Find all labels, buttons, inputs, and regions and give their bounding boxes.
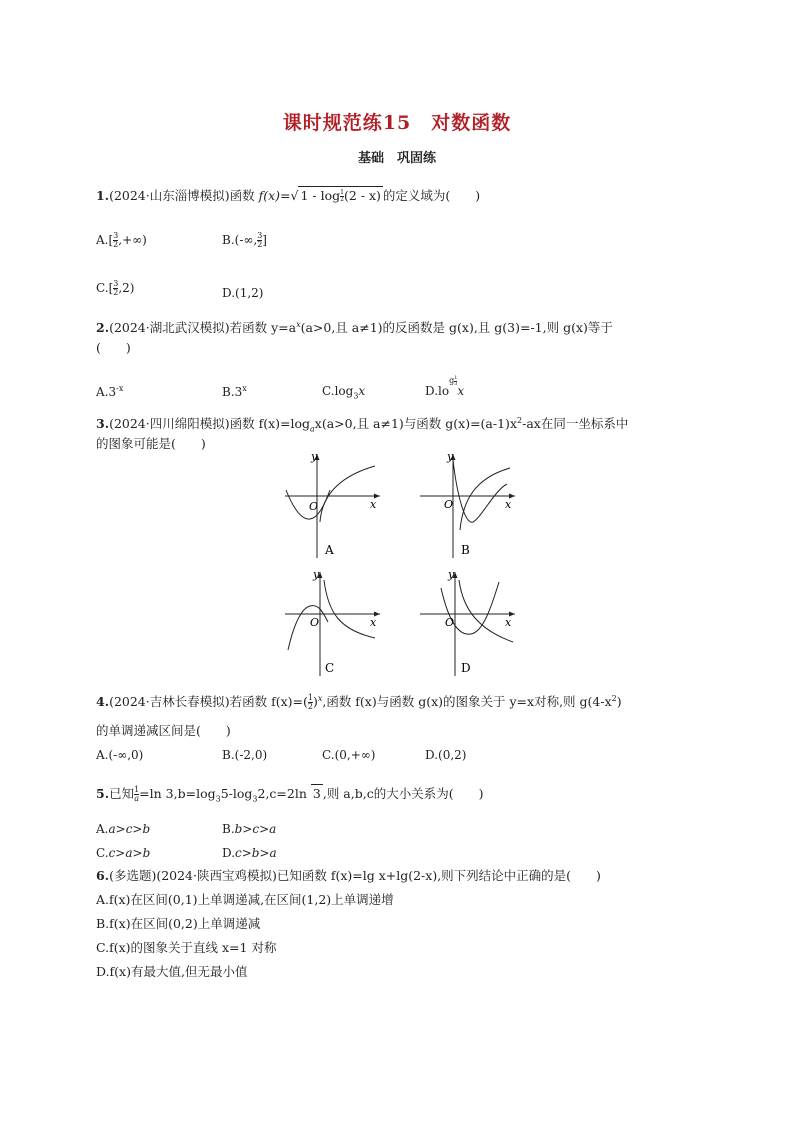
function-expression: f(x)= [258, 188, 291, 203]
option-c[interactable]: C.(0,+∞) [322, 748, 376, 762]
y-label: y [447, 450, 454, 463]
option-c[interactable]: C.f(x)的图象关于直线 x=1 对称 [96, 940, 277, 955]
option-d[interactable]: D.(1,2) [222, 286, 264, 300]
option-a[interactable]: A.[ $\frac{3}{2}$ ,+∞) [96, 231, 147, 249]
option-d[interactable]: $D.lo^{g \frac{1}{3}}$ x [425, 374, 465, 398]
option-c[interactable]: C.[ $\frac{3}{2}$ ,2) [96, 279, 135, 297]
graph-c[interactable] [280, 568, 390, 678]
option-b[interactable]: B.b>c>a [222, 822, 277, 836]
y-label: y [313, 568, 320, 581]
origin-label: O [445, 616, 455, 629]
y-label: y [448, 568, 455, 581]
graph-caption: B [461, 543, 470, 557]
x-label: x [370, 616, 377, 629]
sqrt-3: 3 [312, 786, 321, 801]
parabola-curve [286, 490, 330, 519]
option-b[interactable]: B.(-2,0) [222, 748, 268, 762]
question-5: 5.已知 $\frac{1}{a}$ =ln $3,b=\log_35-\log_32,c=2\ln$ 3 ,则 a,b,c的大小关系为( ) [96, 785, 484, 804]
option-b[interactable]: B.(-∞, $\frac{3}{2}$ ] [222, 231, 267, 249]
parabola-curve [288, 606, 328, 650]
option-c[interactable]: C.c>a>b [96, 846, 151, 860]
sqrt-symbol: √ [290, 188, 299, 203]
origin-label: O [444, 498, 454, 511]
option-d[interactable]: D.c>b>a [222, 846, 277, 860]
option-a[interactable]: $A.3^{-x}$ [96, 384, 124, 399]
log-curve [460, 468, 510, 530]
log-curve [459, 580, 513, 642]
question-number: 1. [96, 188, 110, 203]
question-2: 2.(2024·湖北武汉模拟)若函数 $y=a^x(a>0$,且 a≠1)的反函数是 g(x),且 g(3)=-1,则 g(x)等于 [96, 320, 613, 336]
question-stem: (2024·山东淄博模拟)函数 [109, 188, 255, 203]
section-subtitle: 基础 巩固练 [357, 151, 436, 166]
origin-label: O [309, 500, 319, 513]
option-b[interactable]: B.3$^x$ [222, 384, 247, 399]
graph-caption: A [325, 543, 334, 557]
question-4-line2: 的单调递减区间是( ) [96, 723, 231, 738]
question-6: 6.(多选题)(2024·陕西宝鸡模拟)已知函数 f(x)=lg x+lg(2-x),则下列结论中正确的是( ) [96, 868, 601, 883]
radicand: 1 - log $\frac{1}{2}$ (2 - x) [300, 188, 381, 203]
question-1 [96, 186, 480, 205]
x-label: x [370, 498, 377, 511]
question-4: 4.(2024·吉林长春模拟)若函数 f(x)=( $\frac{1}{2}$ )$^x$,函数 f(x)与函数 g(x)的图象关于 y=x对称,则 $g(4-x^2)$ [96, 693, 622, 712]
graph-a[interactable] [280, 450, 390, 560]
log-curve [324, 580, 375, 638]
option-a[interactable]: A.(-∞,0) [96, 748, 144, 762]
option-d[interactable]: D.f(x)有最大值,但无最小值 [96, 964, 248, 979]
graph-caption: D [461, 661, 471, 675]
y-label: y [311, 450, 318, 463]
option-a[interactable]: A.f(x)在区间(0,1)上单调递减,在区间(1,2)上单调递增 [96, 892, 394, 907]
origin-label: O [310, 616, 320, 629]
question-tail: 的定义域为( ) [382, 188, 481, 203]
question-3: 3.(2024·四川绵阳模拟)函数 $f(x)=\log_ax(a>0$,且 a≠1)与函数 $g(x)=(a-1)x^2-ax$在同一坐标系中 [96, 416, 629, 434]
page-title: 课时规范练15 对数函数 [282, 112, 512, 134]
option-b[interactable]: B.f(x)在区间(0,2)上单调递减 [96, 916, 261, 931]
option-c[interactable]: $C.\log_3x$ [322, 384, 366, 401]
question-2-line2: ( ) [96, 340, 131, 355]
option-a[interactable]: A.a>c>b [96, 822, 151, 836]
x-label: x [505, 498, 512, 511]
option-d[interactable]: D.(0,2) [425, 748, 467, 762]
x-label: x [505, 616, 512, 629]
parabola-curve [453, 460, 507, 522]
graph-d[interactable] [415, 568, 525, 678]
graph-b[interactable] [415, 450, 525, 560]
graph-caption: C [325, 661, 335, 675]
question-3-line2: 的图象可能是( ) [96, 436, 206, 451]
